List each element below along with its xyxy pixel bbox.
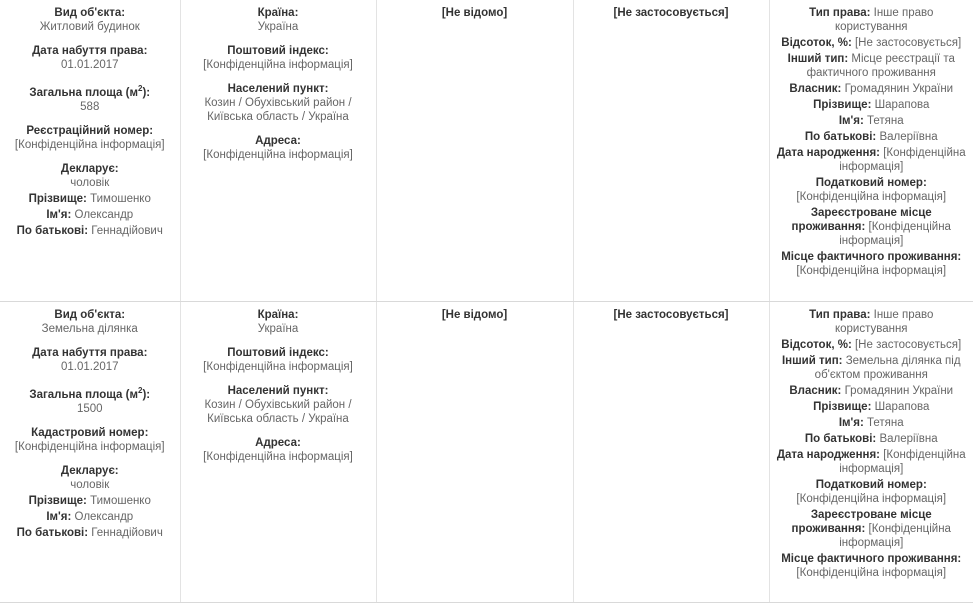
object-type-label: Вид об'єкта: xyxy=(54,309,126,321)
owner-name-label: Ім'я: xyxy=(838,417,864,429)
other-type-value: Місце реєстрації та фактичного проживання xyxy=(806,53,955,79)
right-type-value: Інше право користування xyxy=(834,7,934,33)
country-label: Країна: xyxy=(257,309,299,321)
actual-residence-value: [Конфіденційна інформація] xyxy=(796,567,947,579)
unknown-value: [Не відомо] xyxy=(441,7,508,19)
not-applicable-value: [Не застосовується] xyxy=(613,309,729,321)
country-label: Країна: xyxy=(257,7,299,19)
percent-value: [Не застосовується] xyxy=(854,37,962,49)
owner-label: Власник: xyxy=(789,83,842,95)
tax-number-field xyxy=(776,478,968,506)
owner-surname-label: Прізвище: xyxy=(813,401,872,413)
owner-field xyxy=(776,384,968,398)
settlement-label: Населений пункт: xyxy=(227,385,329,397)
owner-name-field xyxy=(776,114,968,128)
birth-date-field xyxy=(776,448,968,476)
address-label: Адреса: xyxy=(255,437,301,449)
registered-residence-field xyxy=(776,508,968,550)
percent-value: [Не застосовується] xyxy=(854,339,962,351)
owner-value: Громадянин України xyxy=(844,385,954,397)
declarant-name-label: Ім'я: xyxy=(46,208,72,221)
tax-number-value: [Конфіденційна інформація] xyxy=(796,191,947,203)
rights-cell xyxy=(769,0,973,302)
address-field xyxy=(187,436,370,464)
settlement-field xyxy=(187,384,370,426)
right-type-label: Тип права: xyxy=(809,7,871,19)
location-cell xyxy=(180,302,376,603)
declarant-surname-value: Тимошенко xyxy=(90,494,151,507)
owner-patronymic-value: Валеріївна xyxy=(879,131,938,143)
registered-residence-value: [Конфіденційна інформація] xyxy=(839,221,951,247)
owner-name-value: Тетяна xyxy=(867,417,904,429)
declarant-patronymic-value: Геннадійович xyxy=(91,224,163,237)
not-applicable-cell xyxy=(573,302,769,603)
right-type-field xyxy=(776,308,968,336)
birth-date-label: Дата народження: xyxy=(776,147,881,159)
cadastral-number-field xyxy=(6,426,174,454)
percent-field xyxy=(776,36,968,50)
owner-label: Власник: xyxy=(789,385,842,397)
total-area-label: Загальна площа $(м^2)$: xyxy=(29,386,151,401)
owner-value: Громадянин України xyxy=(844,83,954,95)
total-area-field xyxy=(6,384,174,416)
declarant-surname-label: Прізвище: xyxy=(28,192,87,205)
total-area-field xyxy=(6,82,174,114)
owner-name-field xyxy=(776,416,968,430)
total-area-value: 1500 xyxy=(76,402,103,415)
declarant-name-field xyxy=(6,208,174,222)
owner-name-label: Ім'я: xyxy=(838,115,864,127)
right-type-value: Інше право користування xyxy=(834,309,934,335)
declarant-patronymic-label: По батькові: xyxy=(16,224,89,237)
tax-number-value: [Конфіденційна інформація] xyxy=(796,493,947,505)
declarant-patronymic-value: Геннадійович xyxy=(91,526,163,539)
declarant-surname-value: Тимошенко xyxy=(90,192,151,205)
percent-field xyxy=(776,338,968,352)
owner-surname-field xyxy=(776,98,968,112)
unknown-cell xyxy=(376,0,573,302)
location-cell xyxy=(180,0,376,302)
owner-surname-field xyxy=(776,400,968,414)
owner-patronymic-field xyxy=(776,130,968,144)
registered-residence-value: [Конфіденційна інформація] xyxy=(839,523,951,549)
declarant-surname-label: Прізвище: xyxy=(28,494,87,507)
owner-surname-label: Прізвище: xyxy=(813,99,872,111)
other-type-field xyxy=(776,354,968,382)
acquisition-date-value: 01.01.2017 xyxy=(60,361,119,373)
postcode-field xyxy=(187,44,370,72)
unknown-cell xyxy=(376,302,573,603)
object-cell xyxy=(0,302,180,603)
settlement-label: Населений пункт: xyxy=(227,83,329,95)
object-type-field xyxy=(6,6,174,34)
percent-label: Відсоток, %: xyxy=(781,339,852,351)
owner-patronymic-value: Валеріївна xyxy=(879,433,938,445)
registration-number-label: Реєстраційний номер: xyxy=(26,124,154,137)
other-type-label: Інший тип: xyxy=(787,53,849,65)
total-area-value: 588 xyxy=(80,100,100,113)
owner-surname-value: Шарапова xyxy=(874,99,930,111)
postcode-label: Поштовий індекс: xyxy=(227,45,329,57)
owner-name-value: Тетяна xyxy=(867,115,904,127)
area-unit-sup: 2 xyxy=(137,84,143,93)
declarant-patronymic-field xyxy=(6,526,174,540)
declarant-name-label: Ім'я: xyxy=(46,510,72,523)
owner-field xyxy=(776,82,968,96)
address-field xyxy=(187,134,370,162)
area-unit-sup: 2 xyxy=(137,386,143,395)
settlement-field xyxy=(187,82,370,124)
right-type-label: Тип права: xyxy=(809,309,871,321)
actual-residence-label: Місце фактичного проживання: xyxy=(781,251,962,263)
postcode-field xyxy=(187,346,370,374)
country-value: Україна xyxy=(257,21,299,33)
birth-date-value: [Конфіденційна інформація] xyxy=(839,449,966,475)
registered-residence-field xyxy=(776,206,968,248)
tax-number-label: Податковий номер: xyxy=(815,177,927,189)
declarant-name-value: Олександр xyxy=(74,208,134,221)
declarant-surname-field xyxy=(6,494,174,508)
owner-patronymic-label: По батькові: xyxy=(804,131,877,143)
owner-surname-value: Шарапова xyxy=(874,401,930,413)
birth-date-value: [Конфіденційна інформація] xyxy=(839,147,966,173)
postcode-value: [Конфіденційна інформація] xyxy=(203,361,353,373)
owner-patronymic-label: По батькові: xyxy=(804,433,877,445)
object-type-field xyxy=(6,308,174,336)
other-type-value: Земельна ділянка під об'єктом проживання xyxy=(814,355,961,381)
address-value: [Конфіденційна інформація] xyxy=(203,149,353,161)
registration-number-field xyxy=(6,124,174,152)
percent-label: Відсоток, %: xyxy=(781,37,852,49)
registered-residence-label: Зареєстроване місце проживання: xyxy=(791,509,932,535)
declarant-patronymic-label: По батькові: xyxy=(16,526,89,539)
not-applicable-value: [Не застосовується] xyxy=(613,7,729,19)
acquisition-date-value: 01.01.2017 xyxy=(60,59,119,71)
address-value: [Конфіденційна інформація] xyxy=(203,451,353,463)
acquisition-date-label: Дата набуття права: xyxy=(32,45,148,57)
acquisition-date-field xyxy=(6,44,174,72)
birth-date-field xyxy=(776,146,968,174)
object-type-value: Житловий будинок xyxy=(39,21,140,33)
country-field xyxy=(187,6,370,34)
cadastral-number-value: [Конфіденційна інформація] xyxy=(14,440,165,453)
declarant-label: Декларує: xyxy=(60,464,119,477)
right-type-field xyxy=(776,6,968,34)
declarant-name-value: Олександр xyxy=(74,510,134,523)
tax-number-label: Податковий номер: xyxy=(815,479,927,491)
declarant-value: чоловік xyxy=(70,478,110,491)
actual-residence-field xyxy=(776,250,968,278)
actual-residence-field xyxy=(776,552,968,580)
actual-residence-value: [Конфіденційна інформація] xyxy=(796,265,947,277)
other-type-label: Інший тип: xyxy=(781,355,843,367)
cadastral-number-label: Кадастровий номер: xyxy=(31,426,149,439)
declarant-patronymic-field xyxy=(6,224,174,238)
settlement-value: Козин / Обухівський район / Київська область / Україна xyxy=(204,399,352,425)
rights-cell xyxy=(769,302,973,603)
object-type-label: Вид об'єкта: xyxy=(54,7,126,19)
unknown-value: [Не відомо] xyxy=(441,309,508,321)
postcode-value: [Конфіденційна інформація] xyxy=(203,59,353,71)
country-field xyxy=(187,308,370,336)
registered-residence-label: Зареєстроване місце проживання: xyxy=(791,207,932,233)
declarant-field xyxy=(6,464,174,492)
table-row xyxy=(0,302,973,603)
declarant-name-field xyxy=(6,510,174,524)
acquisition-date-field xyxy=(6,346,174,374)
object-type-value: Земельна ділянка xyxy=(41,323,138,335)
tax-number-field xyxy=(776,176,968,204)
other-type-field xyxy=(776,52,968,80)
postcode-label: Поштовий індекс: xyxy=(227,347,329,359)
country-value: Україна xyxy=(257,323,299,335)
settlement-value: Козин / Обухівський район / Київська область / Україна xyxy=(204,97,352,123)
not-applicable-cell xyxy=(573,0,769,302)
declarant-value: чоловік xyxy=(70,176,110,189)
declarant-label: Декларує: xyxy=(60,162,119,175)
declarant-field xyxy=(6,162,174,190)
registration-number-value: [Конфіденційна інформація] xyxy=(14,138,165,151)
acquisition-date-label: Дата набуття права: xyxy=(32,347,148,359)
actual-residence-label: Місце фактичного проживання: xyxy=(781,553,962,565)
owner-patronymic-field xyxy=(776,432,968,446)
declarant-surname-field xyxy=(6,192,174,206)
object-cell xyxy=(0,0,180,302)
birth-date-label: Дата народження: xyxy=(776,449,881,461)
total-area-label: Загальна площа $(м^2)$: xyxy=(29,84,151,99)
address-label: Адреса: xyxy=(255,135,301,147)
